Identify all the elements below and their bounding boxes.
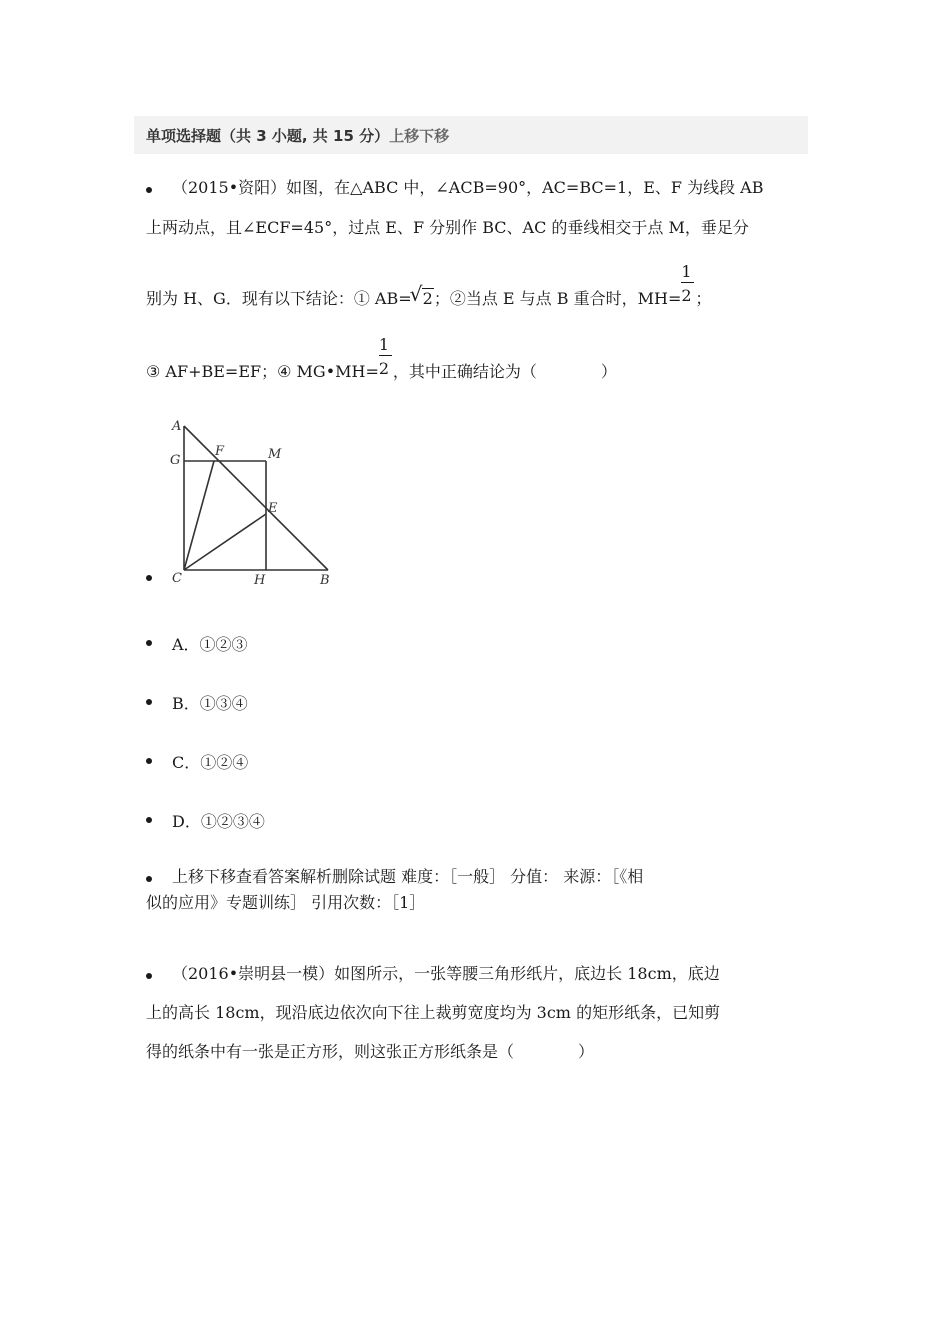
q1-meta-line2: 似的应用》专题训练］ 引用次数：［1］ [146,893,426,912]
label-h: H [254,573,266,588]
fraction-numerator: 1 [378,334,390,354]
q1-line4-b: ，其中正确结论为（ ） [392,362,617,381]
fraction-denominator: 2 [681,285,692,305]
bullet [146,187,152,193]
section-header [134,116,808,154]
bullet [146,575,152,581]
q1-line3 [146,261,712,310]
label-m: M [268,447,282,462]
q1-line2: 上两动点，且∠ECF=45°，过点 E、F 分别作 BC、AC 的垂线相交于点 M，垂足分 [146,218,749,237]
bullet [146,758,152,764]
q1-line3-a: 别为 H、G．现有以下结论：① AB= [146,289,412,308]
label-a: A [172,419,182,434]
label-g: G [170,453,181,468]
q1-line4 [146,334,617,383]
option-c[interactable]: C．①②④ [172,753,249,772]
fraction-half [681,261,695,310]
bullet [146,973,152,979]
triangle-figure [162,416,342,588]
fraction-denominator: 2 [378,358,390,378]
move-up-down-link[interactable]: 上移下移 [389,126,450,145]
bullet [146,817,152,823]
q1-line3-b: ；②当点 E 与点 B 重合时，MH= [433,289,682,308]
fraction-numerator: 1 [681,261,692,281]
q1-line4-a: ③ AF+BE=EF；④ MG•MH= [146,362,379,381]
bullet [146,699,152,705]
fraction-half-2 [378,334,393,383]
q1-line3-c: ； [695,289,712,308]
label-e: E [268,501,278,516]
bullet [146,876,152,882]
label-b: B [320,573,330,588]
label-f: F [215,444,225,459]
q2-line2: 上的高长 18cm，现沿底边依次向下往上裁剪宽度均为 3cm 的矩形纸条，已知剪 [146,1003,721,1022]
option-d[interactable]: D．①②③④ [172,812,265,831]
sqrt-symbol: √ 2 [409,282,433,308]
q1-meta-line1[interactable]: 上移下移查看答案解析删除试题 难度：［一般］ 分值： 来源：［《相 [172,867,644,886]
sqrt-value: 2 [422,289,433,308]
label-c: C [172,571,182,586]
bullet [146,640,152,646]
q2-line1: （2016•崇明县一模）如图所示，一张等腰三角形纸片，底边长 18cm，底边 [172,964,720,983]
section-title: 单项选择题（共 3 小题, 共 15 分） [146,126,390,145]
q2-line3: 得的纸条中有一张是正方形，则这张正方形纸条是（ ） [146,1042,595,1061]
option-a[interactable]: A．①②③ [172,635,248,654]
option-b[interactable]: B．①③④ [172,694,248,713]
q1-line1: （2015•资阳）如图，在△ABC 中，∠ACB=90°，AC=BC=1，E、F 为线段 AB [172,178,764,197]
